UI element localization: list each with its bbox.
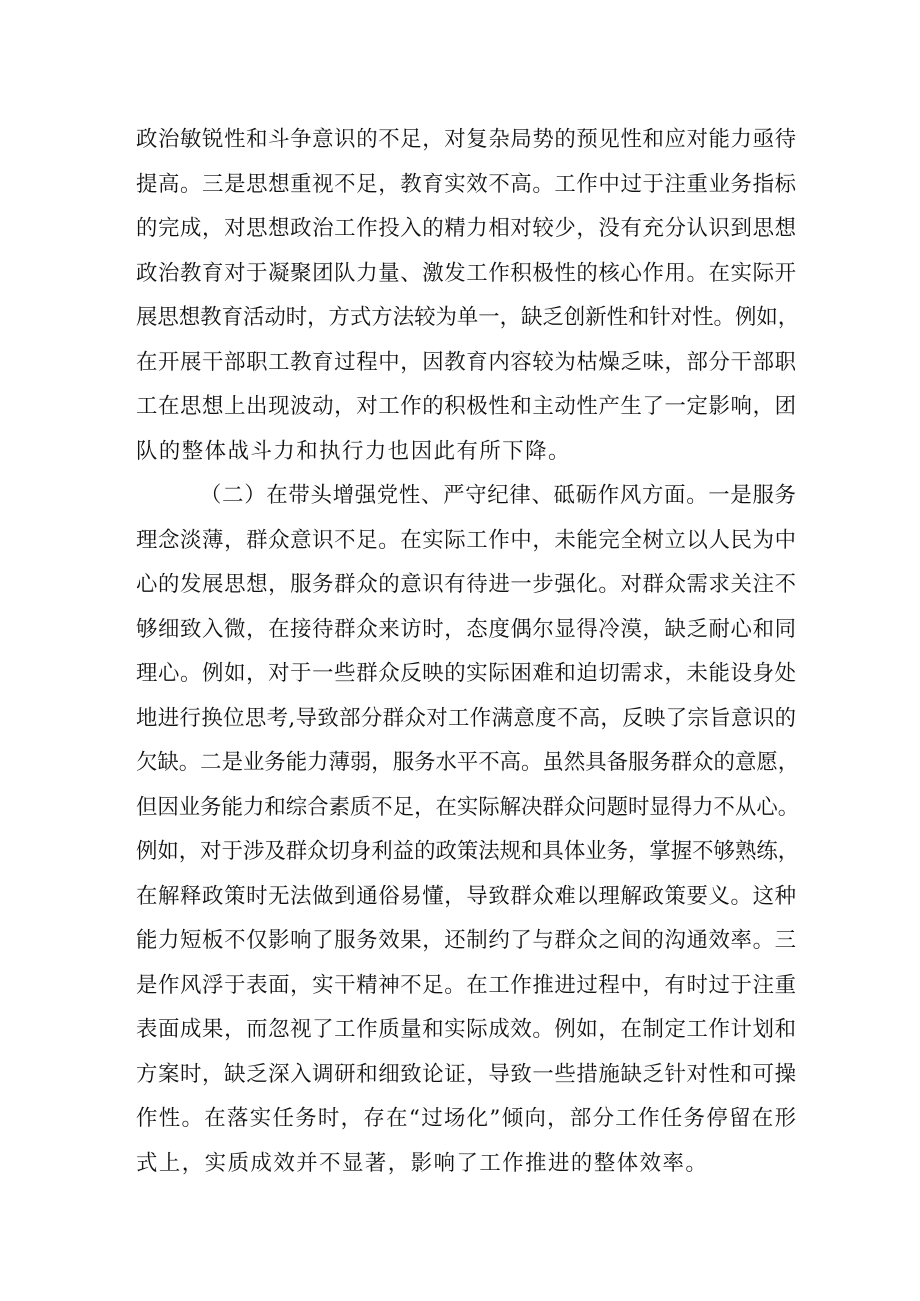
text-line: 但因业务能力和综合素质不足，在实际解决群众问题时显得力不从心。 — [136, 794, 800, 820]
text-line: 作性。在落实任务时，存在“过场化”倾向，部分工作任务停留在形 — [136, 1106, 796, 1131]
text-line: 够细致入微，在接待群众来访时，态度偶尔显得冷漠，缺乏耐心和同 — [136, 616, 796, 642]
text-line: 能力短板不仅影响了服务效果，还制约了与群众之间的沟通效率。三 — [136, 928, 796, 953]
text-line: 的完成，对思想政治工作投入的精力相对较少，没有充分认识到思想 — [136, 216, 796, 241]
text-line: 提高。三是思想重视不足，教育实效不高。工作中过于注重业务指标 — [136, 171, 796, 197]
text-line: 式上，实质成效并不显著，影响了工作推进的整体效率。 — [136, 1150, 709, 1176]
text-line: 政治教育对于凝聚团队力量、激发工作积极性的核心作用。在实际开 — [136, 260, 796, 286]
text-line: 地进行换位思考,导致部分群众对工作满意度不高，反映了宗旨意识的 — [136, 705, 796, 731]
text-line: 欠缺。二是业务能力薄弱，服务水平不高。虽然具备服务群众的意愿， — [136, 750, 800, 775]
text-line: 心的发展思想，服务群众的意识有待进一步强化。对群众需求关注不 — [136, 572, 796, 597]
text-line: 理心。例如，对于一些群众反映的实际困难和迫切需求，未能设身处 — [136, 661, 796, 686]
paragraph-1 — [136, 118, 800, 474]
text-line: 理念淡薄，群众意识不足。在实际工作中，未能完全树立以人民为中 — [136, 527, 796, 553]
text-line: 是作风浮于表面，实干精神不足。在工作推进过程中，有时过于注重 — [136, 972, 796, 998]
text-line: 工在思想上出现波动，对工作的积极性和主动性产生了一定影响，团 — [136, 394, 796, 419]
paragraph-2 — [136, 474, 800, 1186]
text-line: 例如，对于涉及群众切身利益的政策法规和具体业务，掌握不够熟练， — [136, 839, 800, 864]
text-line: 在开展干部职工教育过程中，因教育内容较为枯燥乏味，部分干部职 — [136, 349, 796, 375]
text-line: （二）在带头增强党性、严守纪律、砥砺作风方面。一是服务 — [200, 483, 796, 508]
body-text — [136, 118, 800, 1186]
text-line: 在解释政策时无法做到通俗易懂，导致群众难以理解政策要义。这种 — [136, 883, 796, 909]
text-line: 政治敏锐性和斗争意识的不足，对复杂局势的预见性和应对能力亟待 — [136, 127, 796, 152]
text-line: 队的整体战斗力和执行力也因此有所下降。 — [136, 438, 571, 464]
text-line: 表面成果，而忽视了工作质量和实际成效。例如，在制定工作计划和 — [136, 1017, 796, 1042]
text-line: 方案时，缺乏深入调研和细致论证，导致一些措施缺乏针对性和可操 — [136, 1061, 796, 1087]
text-line: 展思想教育活动时，方式方法较为单一，缺乏创新性和针对性。例如， — [136, 305, 800, 330]
